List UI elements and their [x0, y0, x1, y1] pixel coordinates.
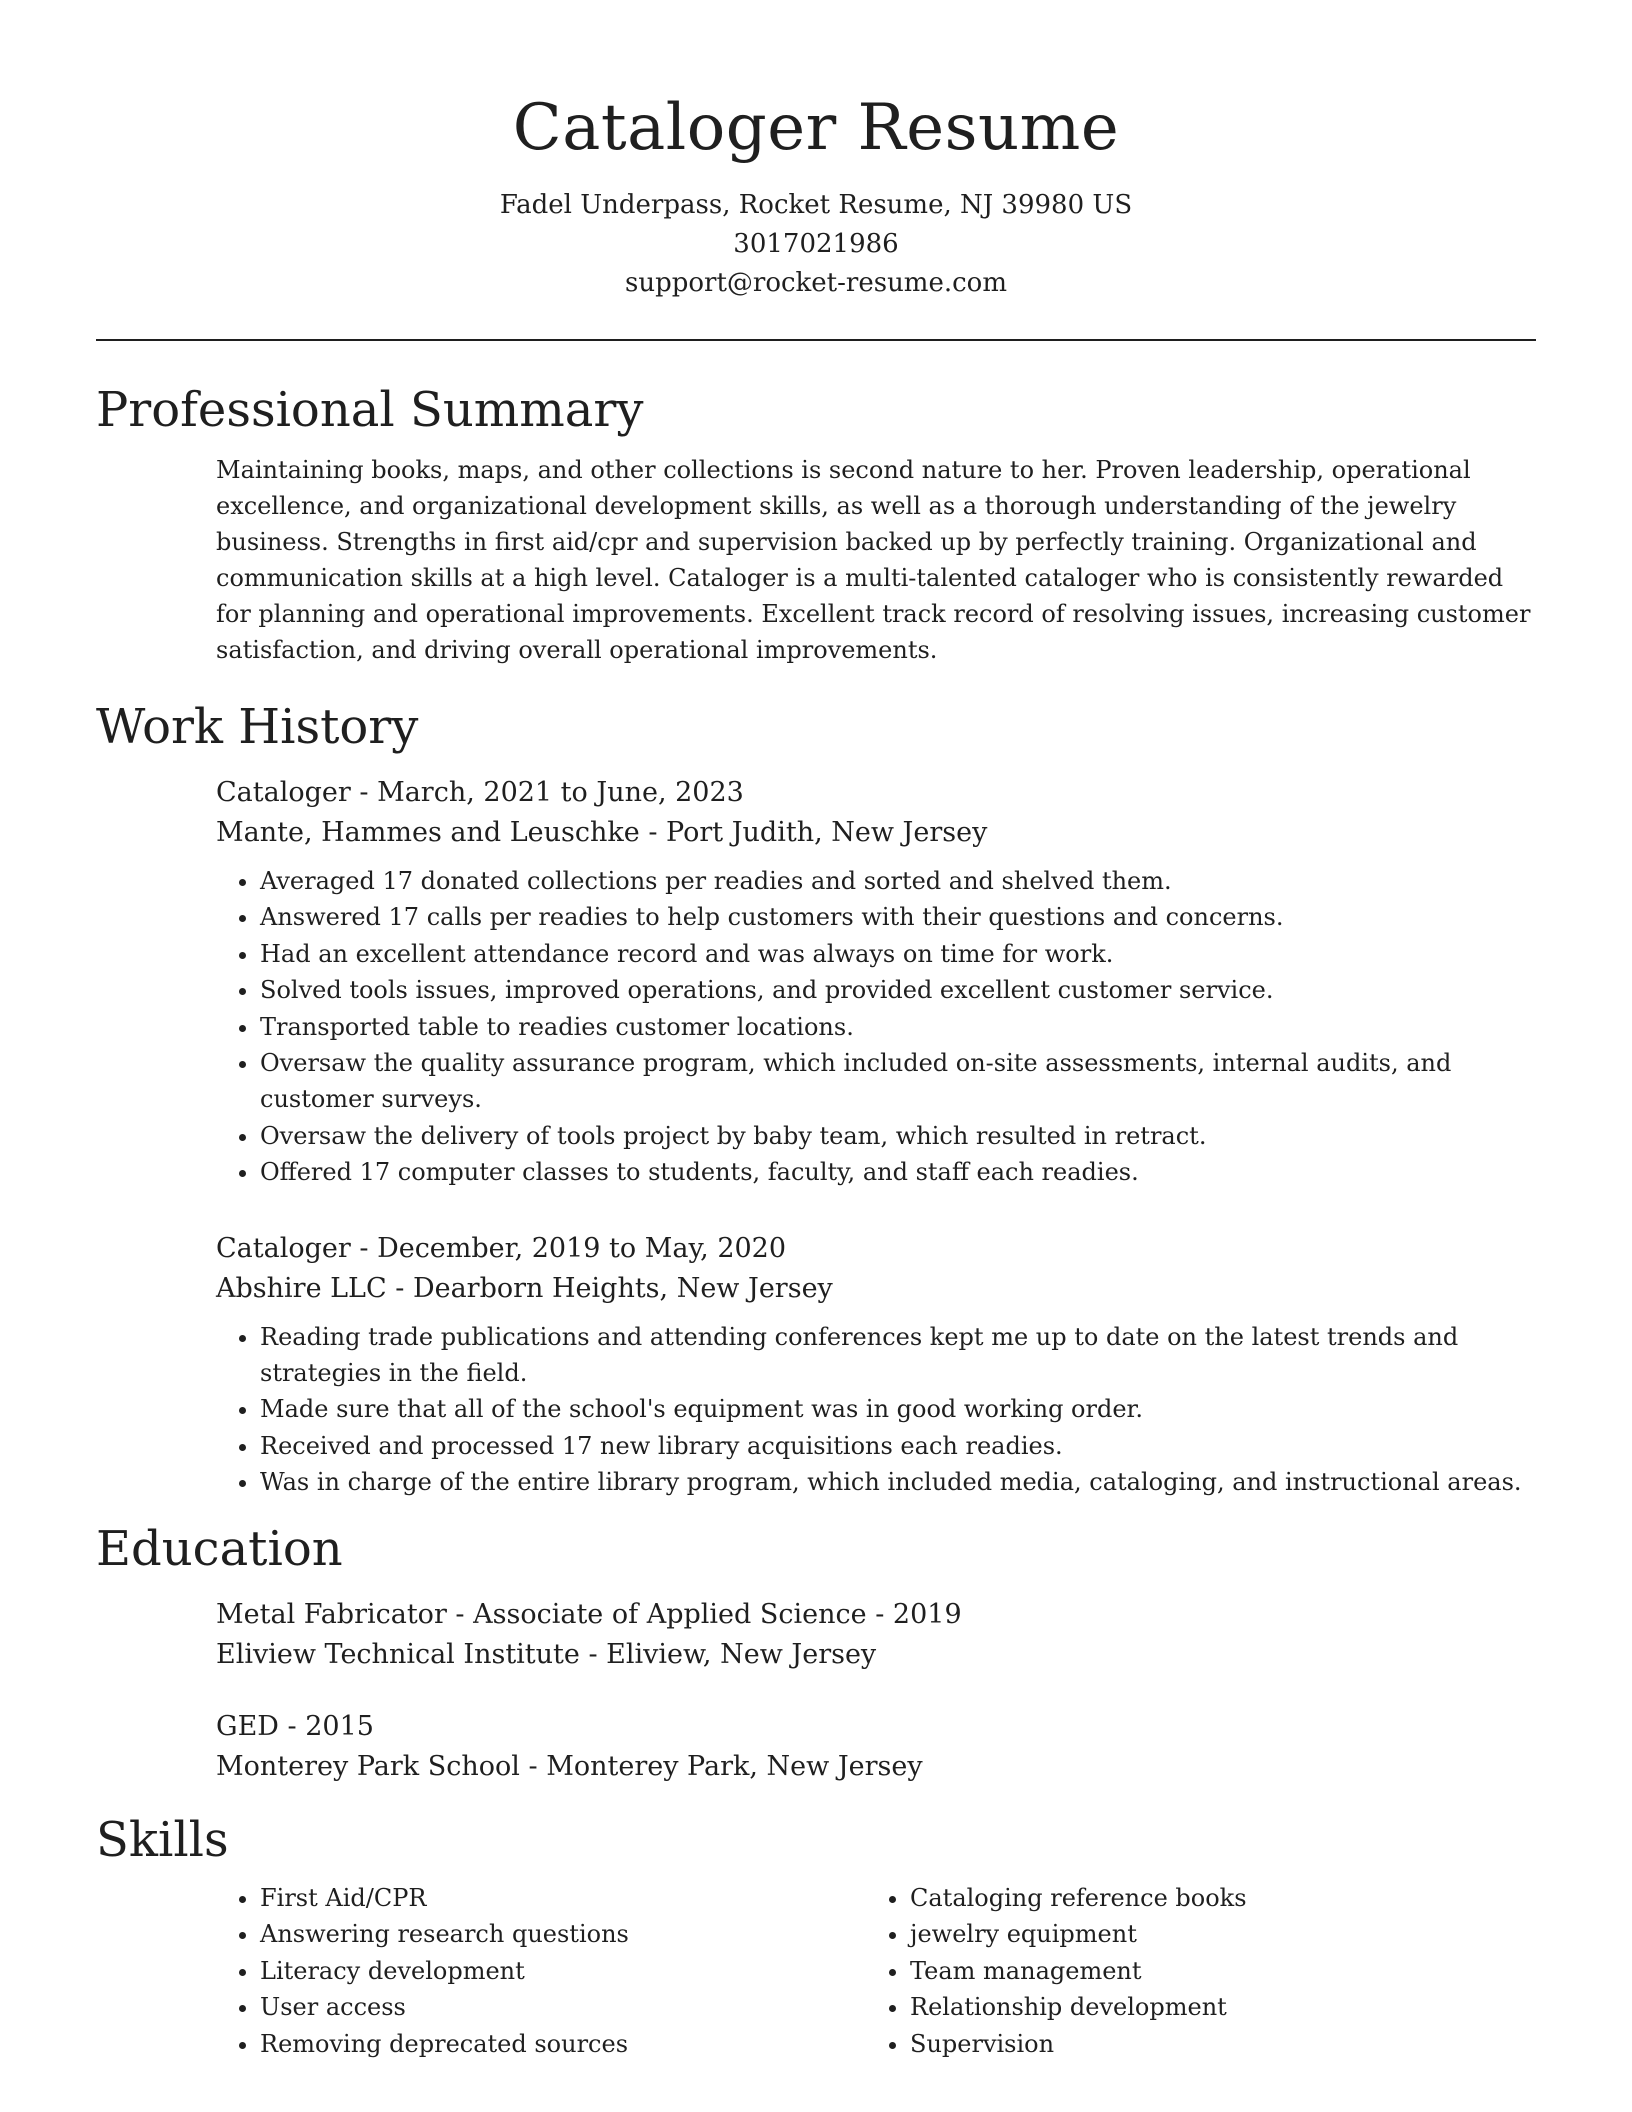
job-title: Cataloger [216, 1232, 351, 1264]
header-divider [96, 339, 1536, 341]
skill-item: • jewelry equipment [910, 1916, 1516, 1952]
work-history-heading: Work History [96, 699, 419, 755]
skill-item: • Supervision [910, 2026, 1516, 2062]
job-bullet: • Transported table to readies customer locations. [260, 1009, 1536, 1045]
job-title: Cataloger [216, 777, 351, 808]
skill-item: • Literacy development [260, 1953, 866, 1989]
job-bullet: • Had an excellent attendance record and was always on time for work. [260, 936, 1536, 972]
job-bullet: • Oversaw the delivery of tools project by baby team, which resulted in retract. [260, 1118, 1536, 1154]
education-degree: GED [216, 1711, 279, 1742]
education-degree-line: Metal Fabricator - Associate of Applied Science - 2019 [216, 1599, 962, 1630]
education-year: 2019 [892, 1599, 962, 1630]
job-bullet: • Answered 17 calls per readies to help customers with their questions and concerns. [260, 899, 1536, 935]
summary-heading: Professional Summary [96, 382, 644, 438]
skills-heading: Skills [96, 1812, 229, 1868]
education-school-line: Monterey Park School - Monterey Park, New Jersey [216, 1751, 923, 1782]
job-bullet: • Was in charge of the entire library program, which included media, cataloging, and instructional areas. [260, 1464, 1536, 1500]
education-school-line: Eliview Technical Institute - Eliview, New Jersey [216, 1639, 877, 1670]
skill-item: • Removing deprecated sources [260, 2026, 866, 2062]
education-degree: Metal Fabricator - Associate of Applied Science [216, 1599, 867, 1630]
contact-phone: 3017021986 [733, 229, 899, 259]
skill-item: • Relationship development [910, 1989, 1516, 2025]
resume-page [96, 0, 1536, 2058]
skills-list-right [866, 1880, 1516, 2062]
education-year: 2015 [305, 1711, 374, 1742]
contact-info [96, 186, 1536, 303]
skills-section [96, 1808, 1536, 2062]
job-dates: March, 2021 to June, 2023 [377, 777, 744, 808]
job-location: Port Judith, New Jersey [666, 817, 988, 848]
job-company: Mante, Hammes and Leuschke [216, 817, 640, 848]
skills-list-left [216, 1880, 866, 2062]
education-location: Monterey Park, New Jersey [546, 1751, 923, 1782]
education-school: Eliview Technical Institute [216, 1639, 580, 1670]
education-entry [216, 1595, 1536, 1675]
job-bullet: • Averaged 17 donated collections per readies and sorted and shelved them. [260, 863, 1536, 899]
skill-item: • Cataloging reference books [910, 1880, 1516, 1916]
job-bullet: • Made sure that all of the school's equipment was in good working order. [260, 1391, 1536, 1427]
job-entry [216, 773, 1536, 1191]
job-title-line: Cataloger - December, 2019 to May, 2020 [216, 1232, 787, 1264]
job-title-line: Cataloger - March, 2021 to June, 2023 [216, 777, 744, 808]
job-company-line: Abshire LLC - Dearborn Heights, New Jersey [216, 1272, 833, 1304]
skill-item: • User access [260, 1989, 866, 2025]
education-degree-line: GED - 2015 [216, 1711, 374, 1742]
job-bullet: • Solved tools issues, improved operations, and provided excellent customer service. [260, 972, 1536, 1008]
resume-header [96, 0, 1536, 303]
resume-title: Cataloger Resume [512, 91, 1120, 165]
job-company-line: Mante, Hammes and Leuschke - Port Judith, New Jersey [216, 817, 988, 848]
education-school: Monterey Park School [216, 1751, 520, 1782]
skills-columns [216, 1880, 1536, 2062]
education-entry [216, 1707, 1536, 1787]
skill-item: • Team management [910, 1953, 1516, 1989]
job-bullet: • Oversaw the quality assurance program, which included on-site assessments, internal audits, and customer surveys. [260, 1045, 1536, 1118]
education-heading: Education [96, 1521, 343, 1577]
skill-item: • Answering research questions [260, 1916, 866, 1952]
job-bullets [216, 863, 1536, 1191]
job-bullets [216, 1319, 1536, 1501]
education-section [96, 1517, 1536, 1787]
contact-email: support@rocket-resume.com [624, 268, 1007, 298]
job-entry [216, 1229, 1536, 1501]
contact-address: Fadel Underpass, Rocket Resume, NJ 39980 US [499, 190, 1133, 220]
job-bullet: • Offered 17 computer classes to students, faculty, and staff each readies. [260, 1154, 1536, 1190]
education-location: Eliview, New Jersey [606, 1639, 877, 1670]
work-history-section [96, 695, 1536, 1501]
summary-text: Maintaining books, maps, and other collections is second nature to her. Proven leadership, operational excellence, and organizational development skills, as well as a thorough understanding of the jewelry business. Strengths in first aid/cpr and supervision backed up by perfectly training. Organizational and communication skills at a high level. Cataloger is a multi-talented cataloger who is consistently rewarded for planning and operational improvements. Excellent track record of resolving issues, increasing customer satisfaction, and driving overall operational improvements. [216, 456, 1531, 664]
job-dates: December, 2019 to May, 2020 [377, 1232, 787, 1264]
job-bullet: • Reading trade publications and attending conferences kept me up to date on the latest trends and strategies in the field. [260, 1319, 1536, 1392]
job-company: Abshire LLC [216, 1272, 387, 1304]
summary-section [96, 378, 1536, 668]
skill-item: • First Aid/CPR [260, 1880, 866, 1916]
job-bullet: • Received and processed 17 new library acquisitions each readies. [260, 1428, 1536, 1464]
job-location: Dearborn Heights, New Jersey [412, 1272, 833, 1304]
